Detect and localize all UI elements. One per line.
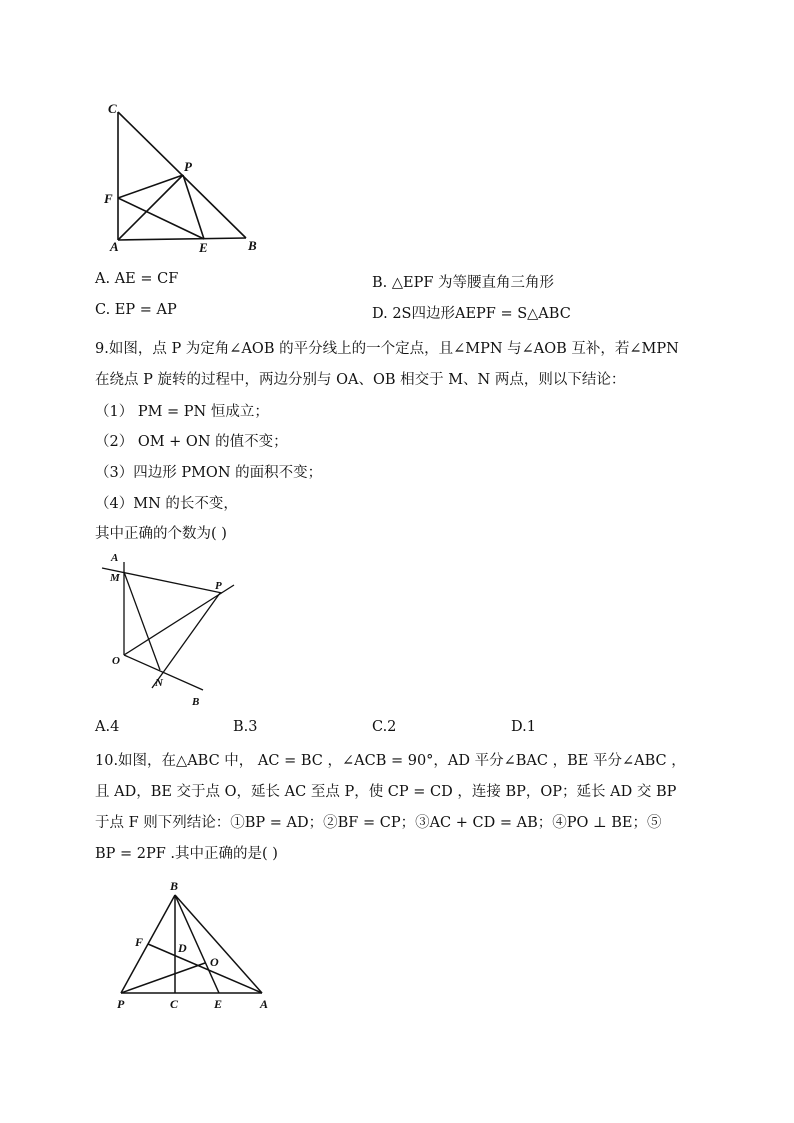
q9-line-mp — [102, 568, 222, 593]
q8-segment-ab — [118, 238, 246, 240]
q8-label-p: P — [184, 159, 192, 174]
q9-option-b: B.3 — [233, 719, 258, 735]
q10-stem-line-4: BP = 2PF .其中正确的是( ) — [95, 846, 278, 862]
q8-label-f: F — [104, 191, 113, 206]
q10-label-f: F — [135, 935, 144, 949]
q9-item-2: （2） OM + ON 的值不变； — [95, 434, 288, 450]
q8-option-c: C. EP = AP — [95, 302, 177, 318]
q10-segment-po — [121, 963, 205, 993]
q9-item-4: （4）MN 的长不变， — [95, 496, 238, 512]
q9-label-b: B — [192, 696, 200, 708]
q8-segment-fp — [118, 175, 183, 198]
q8-segment-pa — [118, 175, 183, 240]
q9-stem-line-1: 9.如图，点 P 为定角∠AOB 的平分线上的一个定点，且∠MPN 与∠AOB 互补，若∠MPN — [95, 341, 679, 357]
q9-line-pn — [152, 593, 220, 688]
q9-option-d: D.1 — [511, 719, 536, 735]
q10-segment-ba — [175, 895, 262, 993]
q10-label-o: O — [210, 955, 219, 969]
q8-segment-pe — [183, 175, 204, 239]
q10-figure — [105, 874, 285, 1014]
q8-label-c: C — [108, 101, 117, 116]
q8-label-b: B — [248, 238, 257, 253]
q8-segment-fe — [118, 198, 204, 239]
q9-label-p: P — [215, 580, 222, 592]
q10-stem-line-1: 10.如图，在△ABC 中， AC = BC ，∠ACB = 90°，AD 平分∠BAC ，BE 平分∠ABC ， — [95, 753, 686, 769]
q9-label-a: A — [111, 552, 119, 564]
q8-figure — [95, 95, 275, 260]
q10-label-e: E — [214, 997, 223, 1011]
q10-label-b: B — [170, 879, 179, 893]
q10-stem-line-2: 且 AD，BE 交于点 O，延长 AC 至点 P，使 CP = CD ，连接 BP，OP；延长 AD 交 BP — [95, 784, 677, 800]
q9-option-c: C.2 — [372, 719, 397, 735]
q8-option-a: A. AE = CF — [95, 271, 179, 287]
q8-label-a: A — [110, 239, 119, 254]
q9-label-o: O — [112, 655, 120, 667]
q9-figure — [95, 548, 245, 710]
q9-item-1: （1） PM = PN 恒成立； — [95, 404, 269, 420]
q8-label-e: E — [199, 240, 208, 255]
q9-segment-mn — [124, 572, 160, 670]
q9-label-m: M — [110, 572, 120, 584]
q9-item-3: （3）四边形 PMON 的面积不变； — [95, 465, 323, 481]
q9-label-n: N — [155, 677, 163, 689]
q9-stem-line-2: 在绕点 P 旋转的过程中，两边分别与 OA、OB 相交于 M、N 两点，则以下结论： — [95, 372, 626, 388]
q10-label-p: P — [117, 997, 125, 1011]
q10-label-d: D — [178, 941, 187, 955]
q10-label-a: A — [260, 997, 269, 1011]
q9-question: 其中正确的个数为( ) — [95, 526, 227, 542]
q10-stem-line-3: 于点 F 则下列结论：①BP = AD；②BF = CP；③AC + CD = AB；④PO ⊥ BE；⑤ — [95, 815, 662, 831]
q8-option-d: D. 2S四边形AEPF = S△ABC — [372, 306, 571, 322]
q9-option-a: A.4 — [95, 719, 120, 735]
q10-label-c: C — [170, 997, 179, 1011]
q8-option-b: B. △EPF 为等腰直角三角形 — [372, 275, 555, 291]
q10-segment-fa — [148, 944, 262, 993]
